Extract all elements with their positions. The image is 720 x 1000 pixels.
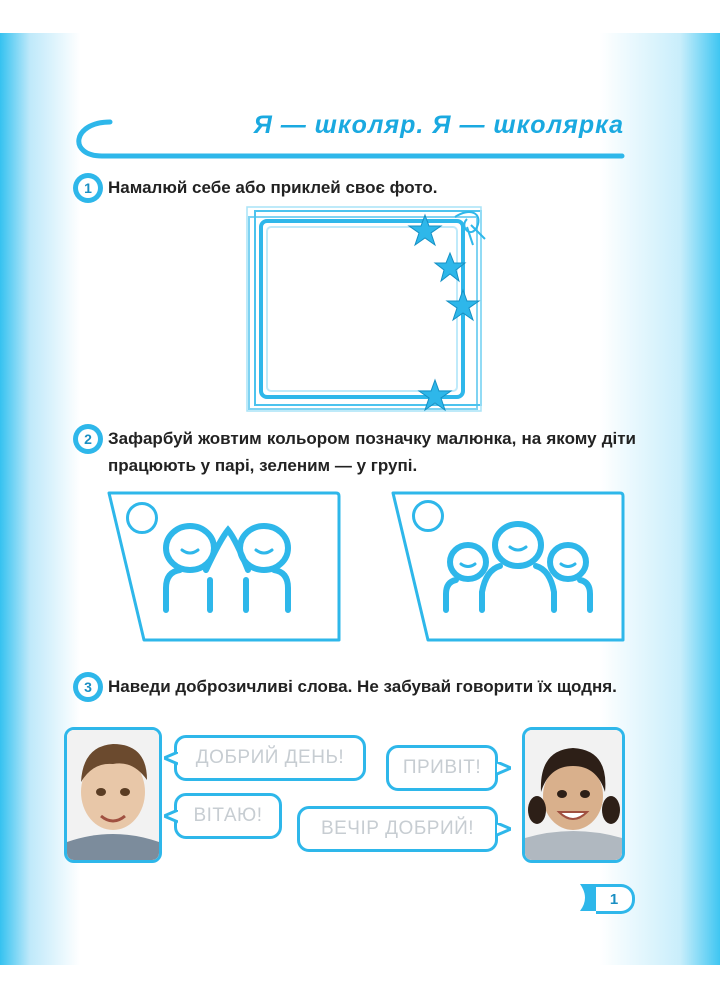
task-3-text: Наведи доброзичливі слова. Не забувай говорити їх щодня.: [108, 677, 617, 696]
task-number-3: 3: [73, 672, 103, 702]
girl-photo: [522, 727, 625, 863]
page-title: Я — школяр. Я — школярка: [253, 111, 624, 139]
boy-avatar: [67, 730, 159, 860]
task-2-text: Зафарбуй жовтим кольором позначку малюнка, на якому діти працюють у парі, зеленим — у групі.: [108, 429, 636, 475]
title-banner: [62, 80, 632, 170]
greeting-bubble-pryvit[interactable]: ПРИВІТ!: [386, 745, 498, 791]
greeting-bubble-dobryi-den[interactable]: ДОБРИЙ ДЕНЬ!: [174, 735, 366, 781]
task-number-2: 2: [73, 424, 103, 454]
pair-work-card[interactable]: [106, 490, 342, 645]
page-number-tab: [578, 882, 638, 914]
bubble-tail: [497, 823, 511, 837]
group-work-mark[interactable]: [412, 500, 444, 532]
girl-avatar: [525, 730, 622, 860]
task-1-text: Намалюй себе або приклей своє фото.: [108, 178, 438, 197]
photo-frame[interactable]: [245, 205, 495, 415]
boy-photo: [64, 727, 162, 863]
bubble-tail: [164, 752, 178, 766]
greeting-bubble-vitaiu[interactable]: ВІТАЮ!: [174, 793, 282, 839]
task-number-1: 1: [73, 173, 103, 203]
photo-frame-drawing: [245, 205, 495, 415]
group-work-card[interactable]: [390, 490, 626, 645]
pair-work-mark[interactable]: [126, 502, 158, 534]
bubble-tail: [164, 810, 178, 824]
page-number: 1: [596, 884, 635, 914]
greeting-bubble-vechir-dobryi[interactable]: ВЕЧІР ДОБРИЙ!: [297, 806, 498, 852]
bubble-tail: [497, 762, 511, 776]
